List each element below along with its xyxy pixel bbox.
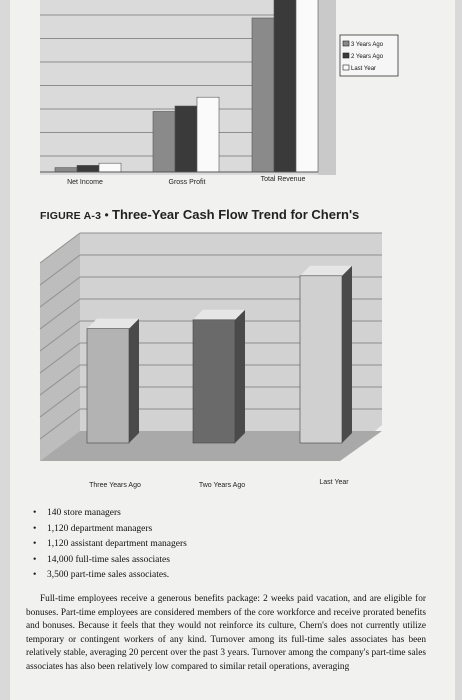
legend-swatch [343,41,349,46]
bar [77,165,99,172]
x-tick-label: Gross Profit [168,179,206,186]
legend-entry: 3 Years Ago [351,42,384,48]
bar [193,320,235,443]
bar [252,18,274,172]
plot-side-wall [318,0,336,175]
bar [175,106,197,172]
bar [274,0,296,172]
bar [87,329,129,443]
list-item: • 140 store managers [33,506,187,522]
x-tick-labels [89,479,349,489]
bar-side [129,319,139,443]
x-tick-label: Three Years Ago [89,482,141,489]
x-tick-labels [67,176,305,186]
figure-label: FIGURE A-3 [40,210,102,222]
caption-separator: • [104,208,109,222]
x-tick-label: Two Years Ago [198,482,246,489]
bar [153,112,175,173]
bar [300,276,342,443]
list-item: • 14,000 full-time sales associates [33,553,187,569]
x-tick-label: Total Revenue [260,176,306,183]
employee-list [33,506,187,584]
x-tick-label: Last Year [319,479,349,486]
list-item: • 1,120 assistant department managers [33,537,187,553]
figure-title: Three-Year Cash Flow Trend for Chern's [112,207,360,222]
bar [55,168,77,172]
legend-entry: 2 Years Ago [351,54,384,60]
bar-side [342,266,352,443]
bar [296,0,318,172]
figure-caption [40,207,359,222]
revenue-profit-bar-chart [0,0,462,200]
bar [197,97,219,172]
legend [340,35,398,76]
x-tick-label: Net Income [67,179,103,186]
legend-swatch [343,65,349,70]
bar-side [235,310,245,443]
bar [99,163,121,172]
legend-entry: Last Year [351,66,377,72]
list-item: • 1,120 department managers [33,522,187,538]
cash-flow-bar-chart [0,225,462,500]
body-paragraph: Full-time employees receive a generous benefits package: 2 weeks paid vacation, and are eligible for bonuses. Part-time employees are considered members of the core workforce and receive prorated benefits and bonuses. Because it feels that they would not reinforce its culture, Chern's does not currently utilize temporary or contingent workers of any kind. Turnover among its full-time sales associates has been relatively stable, averaging 20 percent over the past 3 years. Turnover among the company's part-time sales associates has also been relatively low compared to similar retail operations, averaging [26,594,426,672]
legend-swatch [343,53,349,58]
list-item: • 3,500 part-time sales associates. [33,568,187,584]
